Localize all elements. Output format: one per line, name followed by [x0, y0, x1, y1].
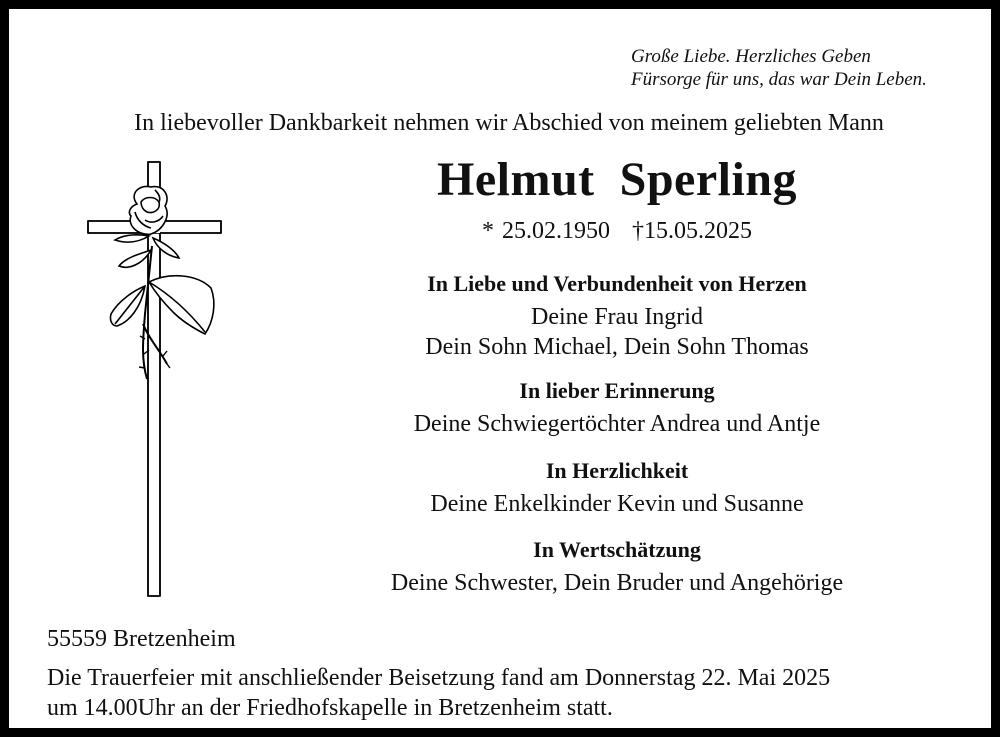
mourner-heading: In Liebe und Verbundenheit von Herzen	[427, 271, 807, 296]
intro-text: In liebevoller Dankbarkeit nehmen wir Abschied von meinem geliebten Mann	[134, 110, 884, 136]
mourner-heading: In lieber Erinnerung	[519, 378, 715, 403]
death-date: †15.05.2025	[632, 218, 752, 244]
birth-date: * 25.02.1950	[482, 218, 610, 244]
mourner-group-3	[289, 457, 945, 519]
ceremony-line-2: um 14.00Uhr an der Friedhofskapelle in Bretzenheim statt.	[47, 695, 613, 721]
mourner-heading: In Wertschätzung	[533, 537, 701, 562]
place-text: 55559 Bretzenheim	[47, 626, 236, 652]
mourner-line: Deine Frau Ingrid	[531, 304, 703, 330]
mourner-line: Deine Schwester, Dein Bruder und Angehörige	[390, 570, 844, 596]
deceased-name: Helmut Sperling	[436, 153, 797, 206]
ceremony-notice	[47, 663, 830, 723]
life-dates	[389, 218, 845, 245]
mourner-group-1	[289, 270, 945, 362]
mourner-line: Deine Enkelkinder Kevin und Susanne	[430, 491, 804, 517]
mourner-heading: In Herzlichkeit	[545, 458, 689, 483]
ceremony-line-1: Die Trauerfeier mit anschließender Beisetzung fand am Donnerstag 22. Mai 2025	[47, 665, 831, 691]
mourner-group-2	[289, 377, 945, 439]
cross-with-rose-icon	[79, 154, 239, 614]
mourner-line: Dein Sohn Michael, Dein Sohn Thomas	[425, 334, 809, 360]
poem	[631, 45, 927, 91]
mourner-line: Deine Schwiegertöchter Andrea und Antje	[413, 411, 821, 437]
poem-line-1: Große Liebe. Herzliches Geben	[631, 46, 871, 67]
mourner-group-4	[289, 536, 945, 598]
poem-line-2: Fürsorge für uns, das war Dein Leben.	[631, 69, 927, 90]
